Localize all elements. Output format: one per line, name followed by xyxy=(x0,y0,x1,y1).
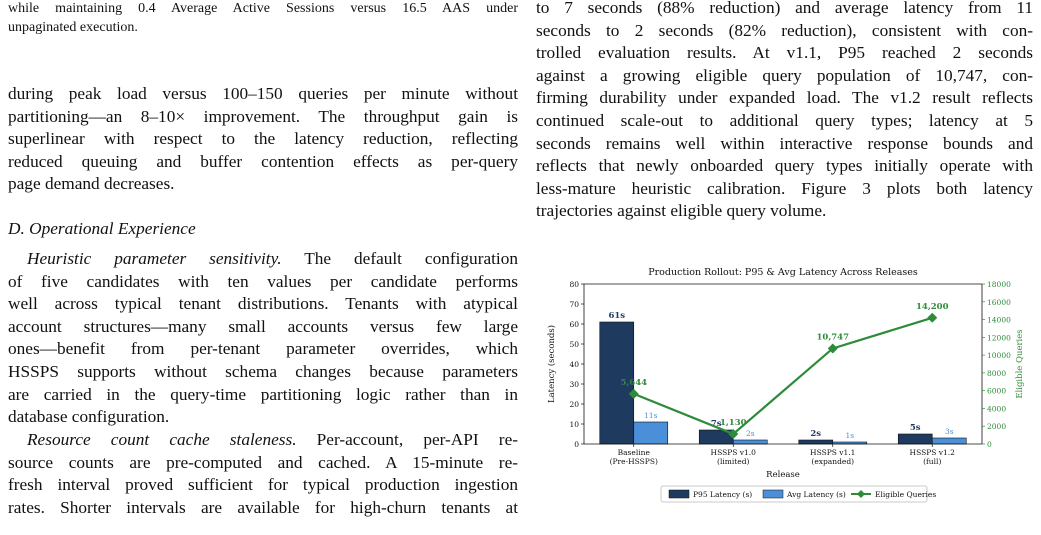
y-tick-label: 20 xyxy=(569,400,579,409)
data-label-p95: 2s xyxy=(810,429,822,439)
x-tick-label: (limited) xyxy=(717,457,750,466)
data-label-eligible: 5,644 xyxy=(620,377,648,388)
y2-axis-label: Eligible Queries xyxy=(1015,329,1025,399)
bar-p95 xyxy=(799,440,833,444)
y2-tick-label: 10000 xyxy=(987,351,1011,361)
bar-p95 xyxy=(898,434,932,444)
x-tick-label: HSSPS v1.1 xyxy=(810,448,856,457)
text-line: reduced queuing and buffer contention effects as per-query xyxy=(8,151,518,171)
text-line: partitioning—an 8–10× improvement. The throughput gain is xyxy=(8,106,518,126)
paragraph-lead: Resource count cache staleness. xyxy=(27,430,297,449)
text-line: superlinear with respect to the latency reduction, reflecting xyxy=(8,129,518,149)
y-tick-label: 60 xyxy=(569,320,579,329)
y2-tick-label: 6000 xyxy=(987,386,1007,396)
section-heading: D. Operational Experience xyxy=(8,219,196,238)
line-eligible-queries xyxy=(634,318,933,434)
data-label-avg: 1s xyxy=(845,431,855,440)
y-tick-label: 70 xyxy=(569,300,579,309)
y-axis-label: Latency (seconds) xyxy=(547,324,557,404)
x-tick-label: HSSPS v1.2 xyxy=(909,448,955,457)
text-line: during peak load versus 100–150 queries per minute without xyxy=(8,84,518,103)
data-label-avg: 3s xyxy=(944,427,954,436)
marker-eligible-queries xyxy=(927,313,937,323)
data-label-avg: 2s xyxy=(745,429,755,438)
y2-tick-label: 8000 xyxy=(987,368,1007,378)
y-tick-label: 10 xyxy=(569,420,579,429)
y2-tick-label: 0 xyxy=(987,440,992,449)
paragraph-heuristic xyxy=(8,248,518,429)
y-tick-label: 80 xyxy=(569,280,579,289)
text-line: fresh interval proved sufficient for typical production ingestion xyxy=(8,475,518,495)
paragraph-rollout xyxy=(536,0,1033,223)
y2-tick-label: 18000 xyxy=(987,280,1011,289)
text-fragment: Per-account, per-API re- xyxy=(296,430,518,449)
text-line: HSSPS supports without schema changes because parameters xyxy=(8,361,518,381)
legend-label-avg: Avg Latency (s) xyxy=(787,490,846,499)
x-tick-label: (expanded) xyxy=(811,457,855,466)
data-label-p95: 5s xyxy=(909,423,921,433)
bar-avg xyxy=(932,438,966,444)
text-line: of five candidates with ten values per candidate performs xyxy=(8,271,518,291)
text-line: seconds to 2 seconds (82% reduction), consistent with con- xyxy=(536,20,1033,40)
latency-rollout-chart xyxy=(536,264,1025,508)
y-tick-label: 0 xyxy=(574,440,579,449)
y2-tick-label: 14000 xyxy=(987,315,1011,325)
data-label-eligible: 14,200 xyxy=(915,301,949,312)
text-line xyxy=(8,429,518,452)
x-tick-label: HSSPS v1.0 xyxy=(710,448,756,457)
text-line: seconds remains well within interactive response bounds and xyxy=(536,133,1033,153)
text-line: reflects that newly onboarded query types initially operate with xyxy=(536,156,1033,176)
text-line xyxy=(8,248,518,271)
y-tick-label: 50 xyxy=(569,340,579,349)
x-tick-label: Baseline xyxy=(617,448,650,457)
paragraph-cache xyxy=(8,429,518,519)
text-fragment: The default configuration xyxy=(281,249,518,268)
data-label-eligible: 10,747 xyxy=(816,332,850,343)
text-line: firming durability under expanded load. The v1.2 result reflects xyxy=(536,88,1033,108)
data-label-p95: 7s xyxy=(710,419,722,429)
y2-tick-label: 12000 xyxy=(987,333,1011,343)
paragraph-throughput xyxy=(8,83,518,196)
text-line: rates. Shorter intervals are available for high-churn tenants at xyxy=(8,497,518,517)
caption-line: unpaginated execution. xyxy=(8,20,138,35)
legend-swatch-avg xyxy=(763,490,783,498)
text-line: database configuration. xyxy=(8,407,170,427)
text-line: page demand decreases. xyxy=(8,174,175,194)
data-label-eligible: 1,130 xyxy=(719,417,747,428)
y-tick-label: 30 xyxy=(569,380,579,389)
y2-tick-label: 2000 xyxy=(987,422,1007,432)
bar-avg xyxy=(733,440,767,444)
caption-line: while maintaining 0.4 Average Active Sessions versus 16.5 AAS under xyxy=(8,1,518,16)
y2-tick-label: 16000 xyxy=(987,297,1011,307)
text-line: account structures—many small accounts versus few large xyxy=(8,316,518,336)
text-line: against a growing eligible query population of 10,747, con- xyxy=(536,65,1033,85)
text-line: less-mature heuristic calibration. Figure 3 plots both latency xyxy=(536,178,1033,198)
legend-label-p95: P95 Latency (s) xyxy=(693,490,753,499)
data-label-p95: 61s xyxy=(608,311,626,321)
x-tick-label: (full) xyxy=(923,457,942,466)
chart-title: Production Rollout: P95 & Avg Latency Across Releases xyxy=(648,267,918,278)
text-line: well across typical tenant distributions. Tenants with atypical xyxy=(8,294,518,314)
x-tick-label: (Pre-HSSPS) xyxy=(609,457,658,466)
legend-swatch-p95 xyxy=(669,490,689,498)
legend-label-eligible: Eligible Queries xyxy=(875,490,937,499)
text-line: trolled evaluation results. At v1.1, P95 reached 2 seconds xyxy=(536,43,1033,63)
text-line: source counts are pre-computed and cached. A 15-minute re- xyxy=(8,452,518,472)
bar-avg xyxy=(634,422,668,444)
y2-tick-label: 4000 xyxy=(987,404,1007,414)
data-label-avg: 11s xyxy=(644,411,658,420)
y-tick-label: 40 xyxy=(569,360,579,369)
text-line: to 7 seconds (88% reduction) and average latency from 11 xyxy=(536,0,1033,17)
text-line: trajectories against eligible query volume. xyxy=(536,201,827,221)
figure-caption-tail xyxy=(8,0,518,37)
text-line: continued scale-out to additional query types; latency at 5 xyxy=(536,110,1033,130)
paragraph-lead: Heuristic parameter sensitivity. xyxy=(27,249,282,268)
text-line: ones—benefit from per-tenant parameter overrides, which xyxy=(8,339,518,359)
text-line: are carried in the query-time partitioning logic rather than in xyxy=(8,384,518,404)
x-axis-label: Release xyxy=(766,470,800,480)
